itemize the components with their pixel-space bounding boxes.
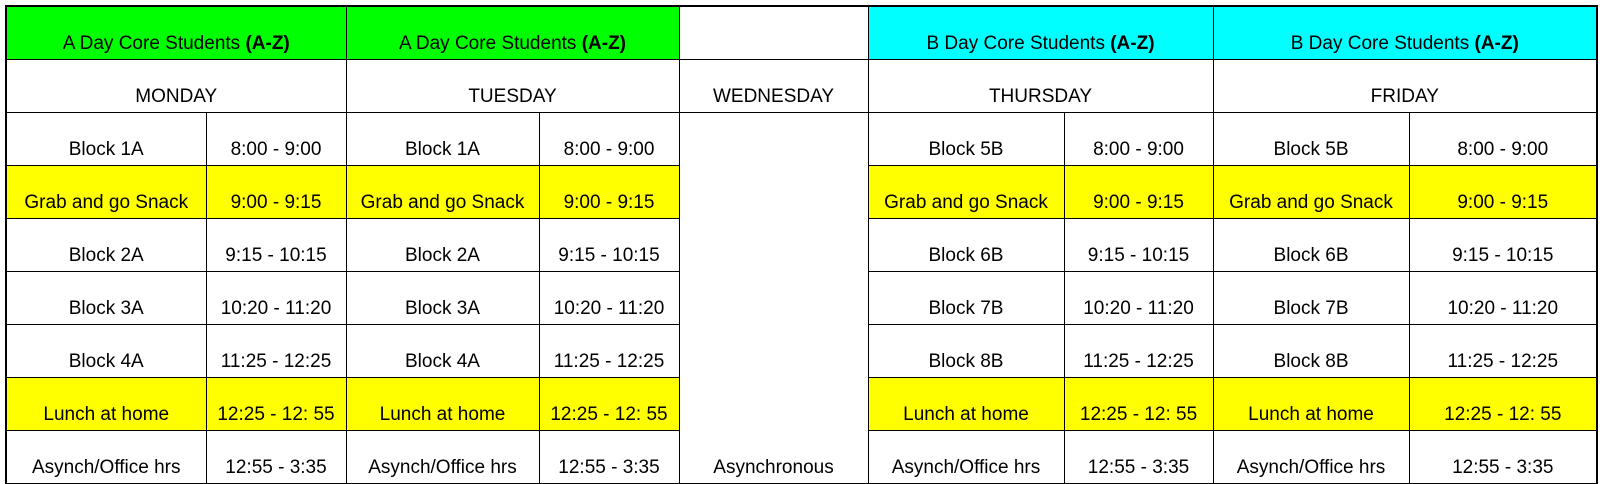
tuesday-time: 10:20 - 11:20 <box>539 272 679 325</box>
monday-time: 11:25 - 12:25 <box>206 325 346 378</box>
thursday-time: 9:15 - 10:15 <box>1064 219 1213 272</box>
wednesday-header-blank <box>679 6 868 60</box>
monday-time: 9:00 - 9:15 <box>206 166 346 219</box>
tuesday-time: 11:25 - 12:25 <box>539 325 679 378</box>
monday-time: 12:55 - 3:35 <box>206 431 346 484</box>
tuesday-time: 8:00 - 9:00 <box>539 113 679 166</box>
tuesday-block: Lunch at home <box>346 378 539 431</box>
thursday-time: 12:25 - 12: 55 <box>1064 378 1213 431</box>
thursday-block: Asynch/Office hrs <box>868 431 1064 484</box>
day-tuesday: TUESDAY <box>346 60 679 113</box>
tuesday-block: Grab and go Snack <box>346 166 539 219</box>
monday-time: 9:15 - 10:15 <box>206 219 346 272</box>
thursday-time: 9:00 - 9:15 <box>1064 166 1213 219</box>
tuesday-block: Block 1A <box>346 113 539 166</box>
group-header-row <box>6 6 1597 60</box>
thursday-block: Block 8B <box>868 325 1064 378</box>
thursday-block: Grab and go Snack <box>868 166 1064 219</box>
a-day-header-tuesday: A Day Core Students (A-Z) <box>346 6 679 60</box>
friday-time: 9:00 - 9:15 <box>1409 166 1597 219</box>
tuesday-time: 12:25 - 12: 55 <box>539 378 679 431</box>
day-friday: FRIDAY <box>1213 60 1597 113</box>
monday-block: Block 3A <box>6 272 206 325</box>
monday-time: 8:00 - 9:00 <box>206 113 346 166</box>
thursday-time: 10:20 - 11:20 <box>1064 272 1213 325</box>
friday-block: Block 7B <box>1213 272 1409 325</box>
friday-block: Grab and go Snack <box>1213 166 1409 219</box>
b-day-header-friday: B Day Core Students (A-Z) <box>1213 6 1597 60</box>
tuesday-block: Asynch/Office hrs <box>346 431 539 484</box>
day-thursday: THURSDAY <box>868 60 1213 113</box>
a-day-header-monday: A Day Core Students (A-Z) <box>6 6 346 60</box>
monday-block: Lunch at home <box>6 378 206 431</box>
tuesday-time: 12:55 - 3:35 <box>539 431 679 484</box>
weekly-schedule-table <box>5 5 1598 484</box>
thursday-time: 12:55 - 3:35 <box>1064 431 1213 484</box>
friday-block: Block 6B <box>1213 219 1409 272</box>
friday-block: Block 5B <box>1213 113 1409 166</box>
friday-time: 12:55 - 3:35 <box>1409 431 1597 484</box>
monday-block: Block 1A <box>6 113 206 166</box>
friday-time: 8:00 - 9:00 <box>1409 113 1597 166</box>
tuesday-time: 9:00 - 9:15 <box>539 166 679 219</box>
friday-block: Lunch at home <box>1213 378 1409 431</box>
day-wednesday: WEDNESDAY <box>679 60 868 113</box>
tuesday-block: Block 2A <box>346 219 539 272</box>
schedule-row <box>6 113 1597 166</box>
thursday-time: 11:25 - 12:25 <box>1064 325 1213 378</box>
wednesday-asynchronous-cell: Asynchronous <box>679 113 868 484</box>
thursday-block: Block 6B <box>868 219 1064 272</box>
monday-block: Block 4A <box>6 325 206 378</box>
monday-block: Grab and go Snack <box>6 166 206 219</box>
tuesday-block: Block 4A <box>346 325 539 378</box>
friday-block: Block 8B <box>1213 325 1409 378</box>
monday-time: 10:20 - 11:20 <box>206 272 346 325</box>
monday-time: 12:25 - 12: 55 <box>206 378 346 431</box>
friday-time: 12:25 - 12: 55 <box>1409 378 1597 431</box>
tuesday-time: 9:15 - 10:15 <box>539 219 679 272</box>
tuesday-block: Block 3A <box>346 272 539 325</box>
monday-block: Block 2A <box>6 219 206 272</box>
friday-time: 9:15 - 10:15 <box>1409 219 1597 272</box>
b-day-header-thursday: B Day Core Students (A-Z) <box>868 6 1213 60</box>
thursday-time: 8:00 - 9:00 <box>1064 113 1213 166</box>
friday-time: 10:20 - 11:20 <box>1409 272 1597 325</box>
friday-time: 11:25 - 12:25 <box>1409 325 1597 378</box>
friday-block: Asynch/Office hrs <box>1213 431 1409 484</box>
monday-block: Asynch/Office hrs <box>6 431 206 484</box>
thursday-block: Block 7B <box>868 272 1064 325</box>
thursday-block: Block 5B <box>868 113 1064 166</box>
day-name-row <box>6 60 1597 113</box>
thursday-block: Lunch at home <box>868 378 1064 431</box>
day-monday: MONDAY <box>6 60 346 113</box>
